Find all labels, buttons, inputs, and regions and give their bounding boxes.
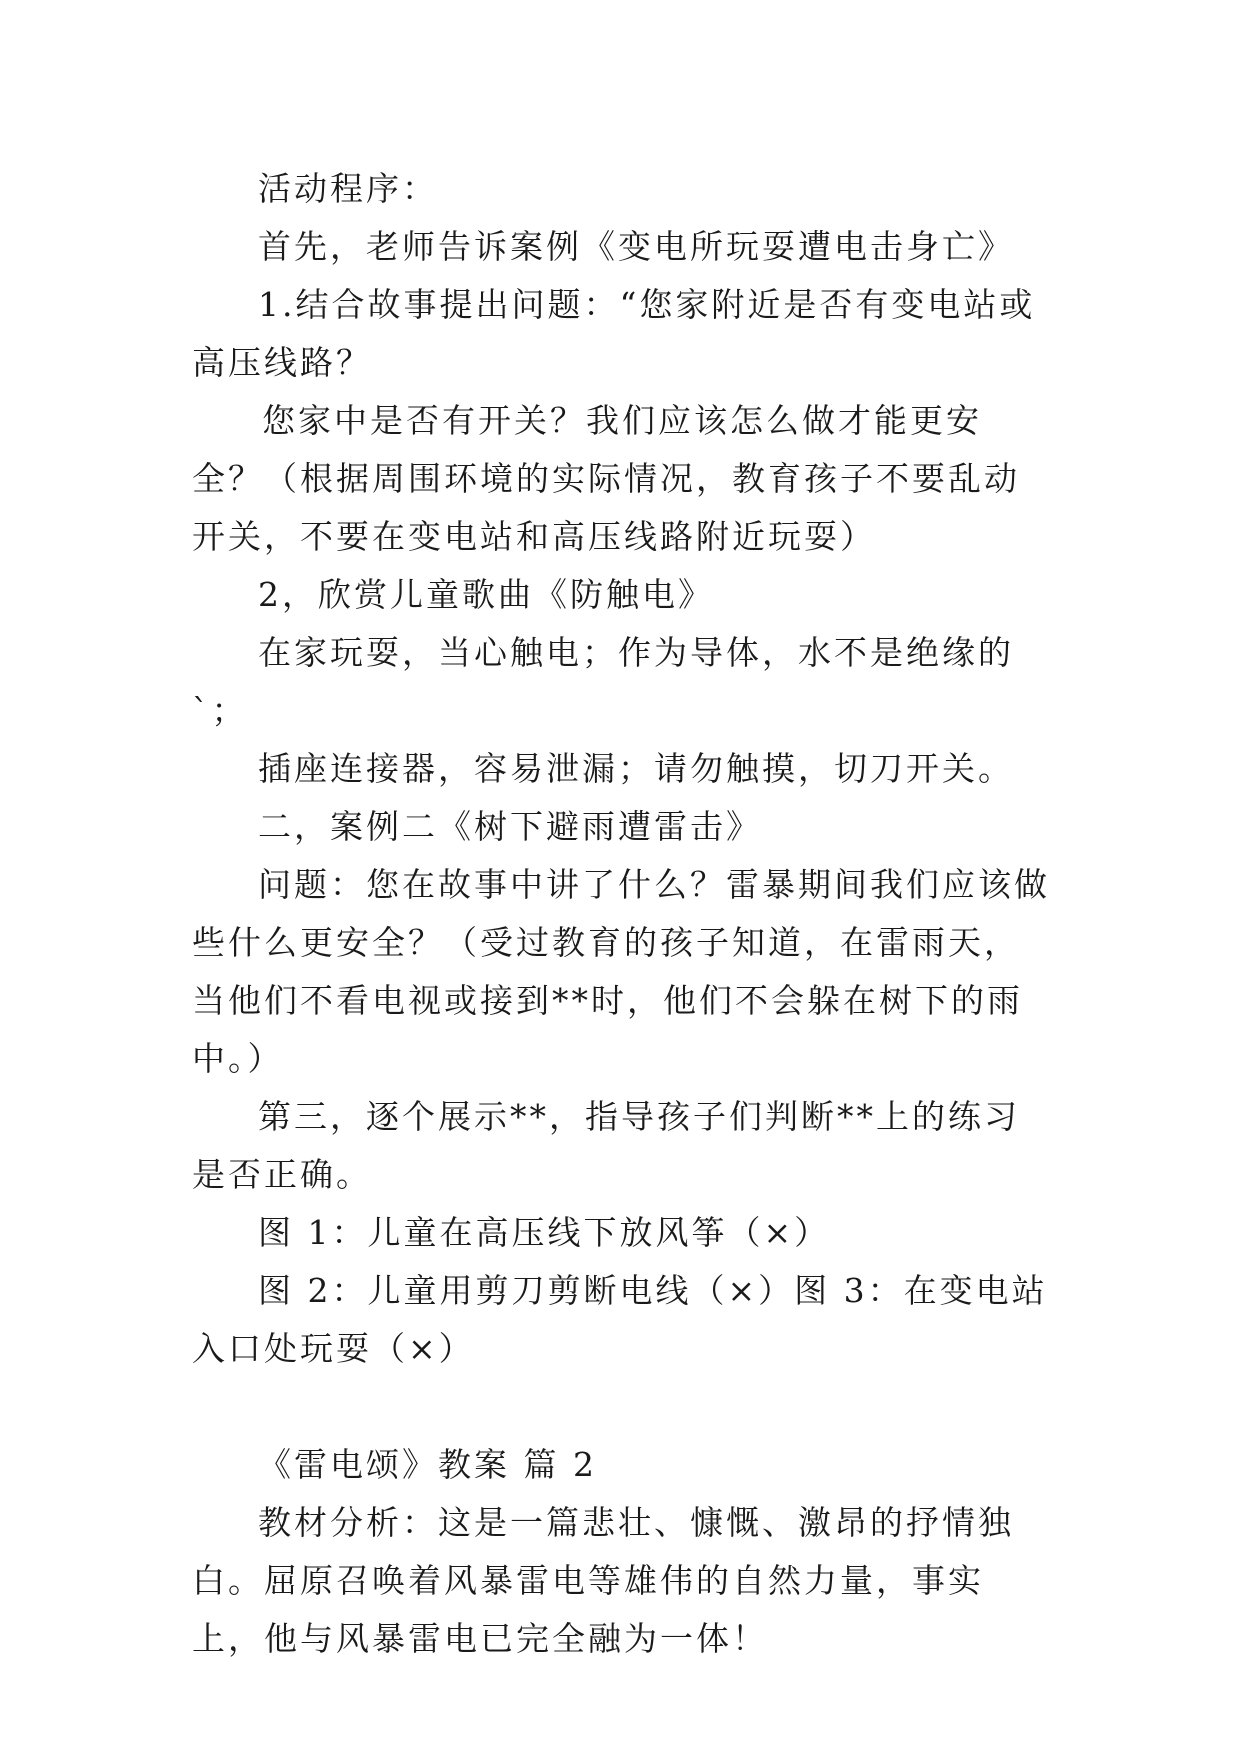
paragraph-question-two: 问题：您在故事中讲了什么？雷暴期间我们应该做些什么更安全？（受过教育的孩子知道，在雷雨天，当他们不看电视或接到**时，他们不会躲在树下的雨中。） (192, 865, 1050, 1078)
paragraph-case-two: 二，案例二《树下避雨遭雷击》 (258, 807, 762, 846)
paragraph-figure-2-3: 图 2：儿童用剪刀剪断电线（×）图 3：在变电站入口处玩耍（×） (192, 1271, 1048, 1368)
paragraph-figure-1: 图 1：儿童在高压线下放风筝（×） (258, 1213, 831, 1252)
paragraph-switch-safety: 您家中是否有开关？我们应该怎么做才能更安全？（根据周围环境的实际情况，教育孩子不要乱动开关，不要在变电站和高压线路附近玩耍） (192, 401, 1020, 556)
paragraph-third: 第三，逐个展示**，指导孩子们判断**上的练习是否正确。 (192, 1097, 1020, 1194)
paragraph-case-one: 首先，老师告诉案例《变电所玩耍遭电击身亡》 (258, 227, 1014, 266)
section-gap (192, 1378, 1052, 1436)
paragraph-material-analysis: 教材分析：这是一篇悲壮、慷慨、激昂的抒情独白。屈原召唤着风暴雷电等雄伟的自然力量，事实上，他与风暴雷电已完全融为一体！ (192, 1503, 1014, 1658)
document-body (192, 160, 1052, 1668)
paragraph-song-line-2: 插座连接器，容易泄漏；请勿触摸，切刀开关。 (258, 749, 1014, 788)
paragraph-activity-procedure: 活动程序： (258, 169, 438, 208)
section-heading: 《雷电颂》教案 篇 2 (258, 1445, 597, 1484)
paragraph-song-line-1: 在家玩耍，当心触电；作为导体，水不是绝缘的`； (192, 633, 1014, 730)
paragraph-song: 2，欣赏儿童歌曲《防触电》 (258, 575, 714, 614)
paragraph-question-one: 1.结合故事提出问题：“您家附近是否有变电站或高压线路？ (192, 285, 1036, 382)
